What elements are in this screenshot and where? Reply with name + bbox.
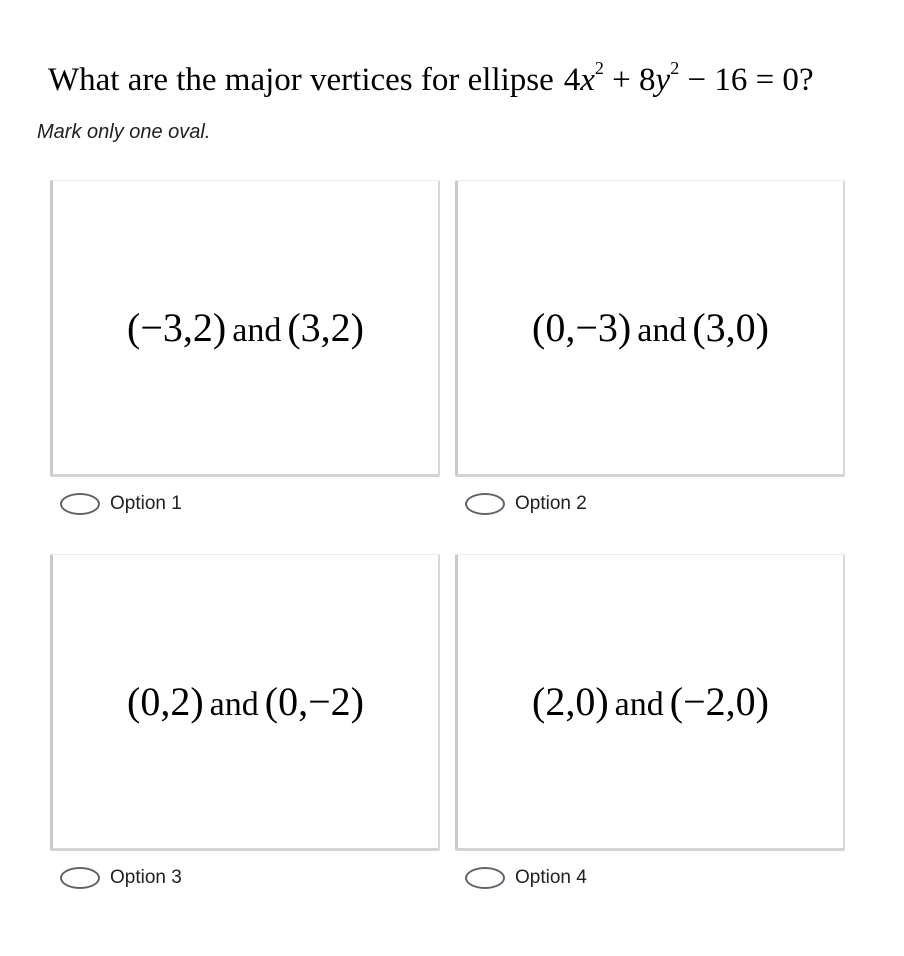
option-3-point-b: (0,−2) <box>264 679 364 724</box>
question-title <box>48 58 814 102</box>
equation-exponent-y: 2 <box>670 58 680 78</box>
option-2-answer <box>532 304 769 351</box>
option-3-answer <box>127 678 364 725</box>
option-1-radio-oval[interactable] <box>60 493 100 515</box>
option-4-label: Option 4 <box>515 867 587 888</box>
option-2-and: and <box>637 312 687 349</box>
ellipse-equation <box>563 58 814 98</box>
option-4-point-a: (2,0) <box>532 679 609 724</box>
option-3-label: Option 3 <box>110 867 182 888</box>
option-2-point-b: (3,0) <box>692 305 769 350</box>
option-1-answer <box>127 304 364 351</box>
option-4-answer <box>532 678 769 725</box>
option-1-point-b: (3,2) <box>287 305 364 350</box>
option-4-image-card <box>455 554 845 851</box>
equation-coefficient-x: 4 <box>563 62 581 98</box>
mark-one-oval-hint: Mark only one oval. <box>37 121 211 143</box>
option-3-choice[interactable] <box>60 867 182 889</box>
equation-coefficient-y: 8 <box>639 62 656 98</box>
option-1-and: and <box>232 312 282 349</box>
equation-constant: − 16 = 0 <box>679 62 799 98</box>
option-2-point-a: (0,−3) <box>532 305 632 350</box>
option-2-label: Option 2 <box>515 493 587 514</box>
option-4-point-b: (−2,0) <box>669 679 769 724</box>
option-4-and: and <box>614 686 664 723</box>
question-mark: ? <box>798 62 814 98</box>
option-3-and: and <box>209 686 259 723</box>
question-text: What are the major vertices for ellipse <box>48 62 554 98</box>
option-3-point-a: (0,2) <box>127 679 204 724</box>
option-2-choice[interactable] <box>465 493 587 515</box>
option-2-radio-oval[interactable] <box>465 493 505 515</box>
option-3-radio-oval[interactable] <box>60 867 100 889</box>
option-1-point-a: (−3,2) <box>127 305 227 350</box>
option-1-choice[interactable] <box>60 493 182 515</box>
option-1-label: Option 1 <box>110 493 182 514</box>
equation-exponent-x: 2 <box>594 58 604 78</box>
option-4-choice[interactable] <box>465 867 587 889</box>
option-4-radio-oval[interactable] <box>465 867 505 889</box>
option-1-image-card <box>50 180 440 477</box>
option-3-image-card <box>50 554 440 851</box>
equation-operator-plus: + <box>603 62 640 98</box>
option-2-image-card <box>455 180 845 477</box>
equation-variable-x: x <box>580 62 595 98</box>
equation-variable-y: y <box>655 62 671 98</box>
